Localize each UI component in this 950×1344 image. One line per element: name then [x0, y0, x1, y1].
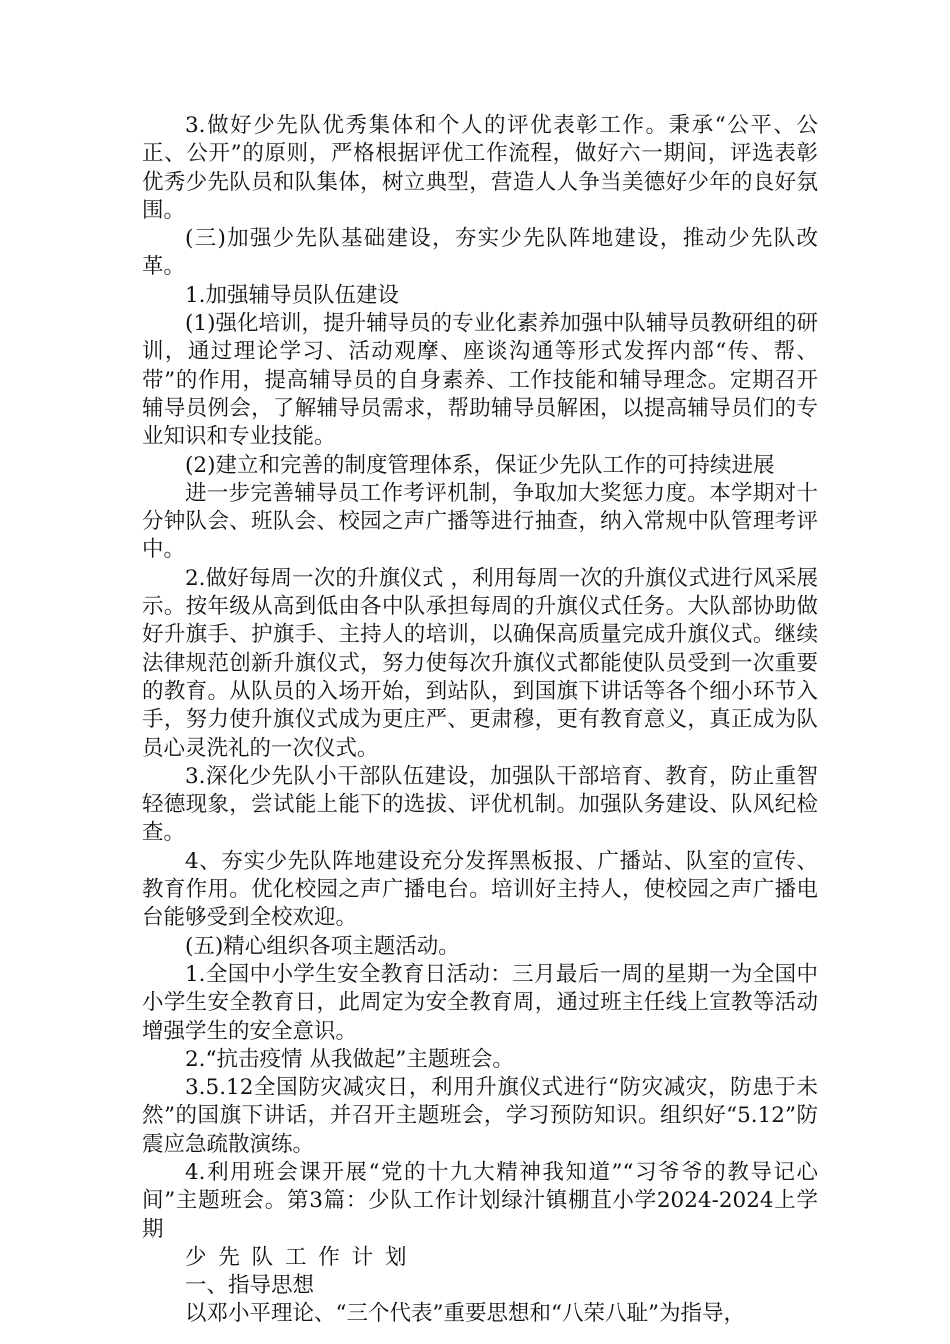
paragraph-training: (1)强化培训，提升辅导员的专业化素养加强中队辅导员教研组的研训，通过理论学习、活动观摩、座谈沟通等形式发挥内部“传、帮、带”的作用，提高辅导员的自身素养、工作技能和辅导理念。定期召开辅导员例会，了解辅导员需求，帮助辅导员解困，以提高辅导员们的专业知识和专业技能。: [142, 311, 818, 450]
paragraph-management-system: (2)建立和完善的制度管理体系，保证少先队工作的可持续进展: [185, 452, 775, 478]
subheading-counselor-team: 1.加强辅导员队伍建设: [185, 282, 400, 308]
paragraph-guiding-thought: 以邓小平理论、“三个代表”重要思想和“八荣八耻”为指导，: [185, 1301, 745, 1327]
paragraph-disaster-prevention: 3.5.12全国防灾减灾日，利用升旗仪式进行“防灾减灾，防患于未然”的国旗下讲话，并召开主题班会，学习预防知识。组织好“5.12”防震应急疏散演练。: [142, 1075, 818, 1157]
paragraph-safety-day: 1.全国中小学生安全教育日活动：三月最后一周的星期一为全国中小学生安全教育日，此周定为安全教育周，通过班主任线上宣教等活动增强学生的安全意识。: [142, 961, 818, 1044]
paragraph-cadre-team: 3.深化少先队小干部队伍建设，加强队干部培育、教育，防止重智轻德现象，尝试能上能下的选拔、评优机制。加强队务建设、队风纪检查。: [142, 763, 818, 846]
section-heading-activities: (五)精心组织各项主题活动。: [185, 933, 460, 959]
paragraph-epidemic-meeting: 2.“抗击疫情 从我做起”主题班会。: [185, 1046, 514, 1072]
section-heading-foundation: (三)加强少先队基础建设，夯实少先队阵地建设，推动少先队改革。: [142, 226, 818, 280]
section-heading-guiding-thought: 一、指导思想: [185, 1273, 315, 1299]
paragraph-evaluation-mechanism: 进一步完善辅导员工作考评机制，争取加大奖惩力度。本学期对十分钟队会、班队会、校园之声广播等进行抽查，纳入常规中队管理考评中。: [142, 480, 818, 563]
paragraph-theme-meeting: 4.利用班会课开展“党的十九大精神我知道”“习爷爷的教导记心间”主题班会。第3篇：少队工作计划绿汁镇棚苴小学2024-2024上学期: [142, 1159, 818, 1242]
plan-title: 少先队工作计划: [185, 1244, 419, 1270]
paragraph-flag-ceremony: 2.做好每周一次的升旗仪式 ，利用每周一次的升旗仪式进行风采展示。按年级从高到低由各中队承担每周的升旗仪式任务。大队部协助做好升旗手、护旗手、主持人的培训，以确保高质量完成升旗仪式。继续法律规范创新升旗仪式，努力使每次升旗仪式都能使队员受到一次重要的教育。从队员的入场开始，到站队，到国旗下讲话等各个细小环节入手，努力使升旗仪式成为更庄严、更肃穆，更有教育意义，真正成为队员心灵洗礼的一次仪式。: [142, 565, 818, 761]
document-body: [142, 112, 818, 1329]
paragraph-position-building: 4、夯实少先队阵地建设充分发挥黑板报、广播站、队室的宣传、教育作用。优化校园之声广播电台。培训好主持人，使校园之声广播电台能够受到全校欢迎。: [142, 848, 818, 931]
paragraph-award-evaluation: 3.做好少先队优秀集体和个人的评优表彰工作。秉承“公平、公正、公开”的原则，严格根据评优工作流程，做好六一期间，评选表彰优秀少先队员和队集体，树立典型，营造人人争当美德好少年的良好氛围。: [142, 113, 818, 223]
